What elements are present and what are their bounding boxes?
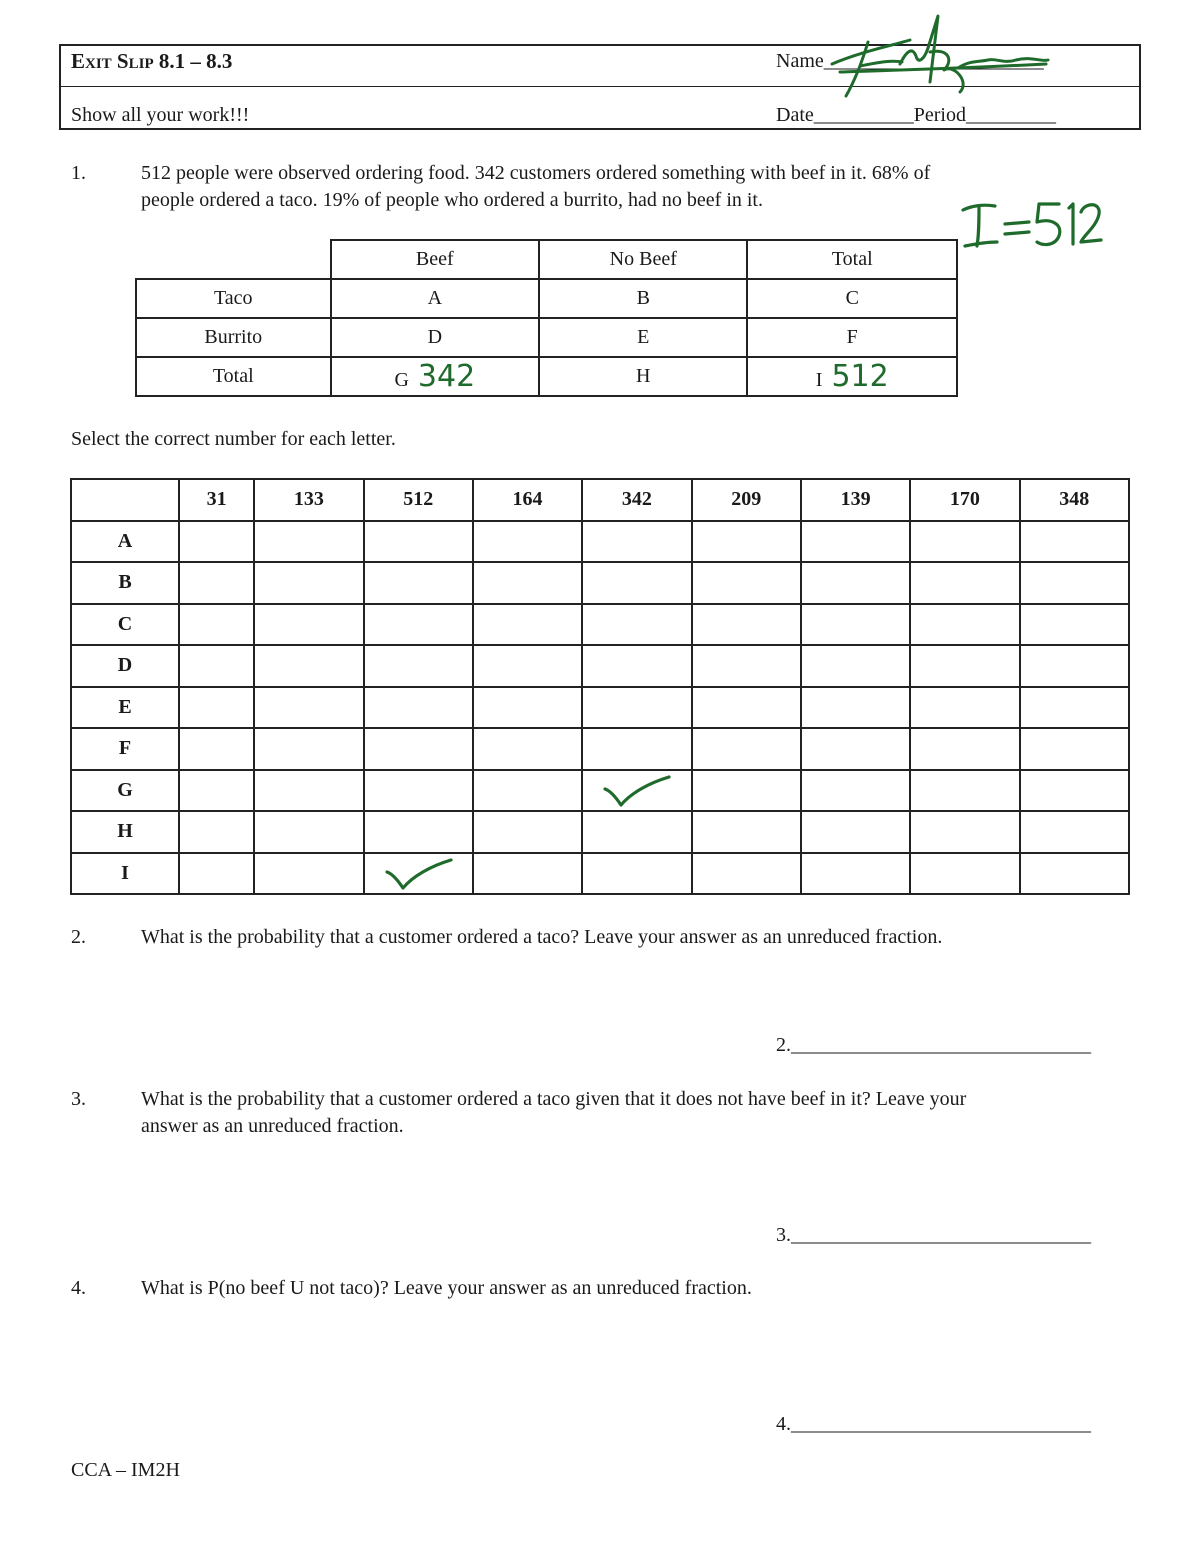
select-cell[interactable]	[692, 853, 801, 895]
select-row	[71, 562, 1129, 604]
select-row-header: D	[71, 645, 179, 687]
select-cell[interactable]	[1020, 853, 1129, 895]
select-col-header: 209	[692, 479, 801, 521]
select-row-header: I	[71, 853, 179, 895]
handwritten-i-value: 512	[831, 359, 889, 394]
question-3-line-2: answer as an unreduced fraction.	[141, 1115, 404, 1137]
select-row-header: F	[71, 728, 179, 770]
select-row	[71, 687, 1129, 729]
select-cell[interactable]	[582, 521, 691, 563]
select-col-header: 133	[254, 479, 363, 521]
question-2-number: 2.	[71, 926, 86, 948]
select-cell[interactable]	[254, 811, 363, 853]
answer-3-label: 3.	[776, 1224, 791, 1246]
select-cell[interactable]	[1020, 728, 1129, 770]
two-way-row-header: Total	[136, 357, 331, 396]
select-cell[interactable]	[473, 521, 582, 563]
select-cell[interactable]	[692, 521, 801, 563]
two-way-col-header: Beef	[331, 240, 540, 279]
two-way-row-header: Taco	[136, 279, 331, 318]
select-cell[interactable]	[582, 562, 691, 604]
instruction-text: Show all your work!!!	[71, 104, 250, 126]
two-way-corner	[136, 240, 331, 279]
question-3-number: 3.	[71, 1088, 86, 1110]
two-way-cell: F	[747, 318, 957, 357]
select-cell[interactable]	[910, 853, 1019, 895]
select-cell[interactable]	[1020, 604, 1129, 646]
name-label: Name	[776, 50, 824, 72]
two-way-table	[135, 239, 958, 397]
select-cell[interactable]	[364, 687, 473, 729]
select-cell[interactable]	[582, 811, 691, 853]
select-row	[71, 604, 1129, 646]
select-row	[71, 521, 1129, 563]
select-cell[interactable]	[801, 521, 910, 563]
select-cell[interactable]	[254, 687, 363, 729]
check-mark-icon	[601, 773, 673, 809]
select-cell[interactable]	[1020, 687, 1129, 729]
select-cell[interactable]	[473, 770, 582, 812]
select-cell[interactable]	[254, 770, 363, 812]
select-prompt: Select the correct number for each letter.	[71, 428, 396, 450]
question-1-number: 1.	[71, 162, 86, 184]
select-cell[interactable]	[254, 728, 363, 770]
select-cell[interactable]	[179, 604, 254, 646]
select-cell[interactable]	[692, 811, 801, 853]
select-cell[interactable]	[692, 687, 801, 729]
select-cell[interactable]	[179, 687, 254, 729]
select-cell[interactable]	[692, 604, 801, 646]
select-cell[interactable]	[801, 645, 910, 687]
select-col-header: 164	[473, 479, 582, 521]
select-cell[interactable]	[1020, 521, 1129, 563]
select-cell[interactable]	[364, 853, 473, 895]
select-cell[interactable]	[910, 562, 1019, 604]
select-cell[interactable]	[254, 604, 363, 646]
two-way-cell-letter: I	[815, 369, 823, 391]
select-cell[interactable]	[364, 770, 473, 812]
select-cell[interactable]	[179, 811, 254, 853]
select-row-header: E	[71, 687, 179, 729]
select-cell[interactable]	[179, 562, 254, 604]
answer-3-field[interactable]	[776, 1224, 1091, 1246]
question-3-line-1: What is the probability that a customer ordered a taco given that it does not have beef in it? Leave your	[141, 1088, 967, 1110]
question-2-text: What is the probability that a customer ordered a taco? Leave your answer as an unreduced fraction.	[141, 926, 943, 948]
select-cell[interactable]	[473, 645, 582, 687]
select-cell[interactable]	[364, 728, 473, 770]
date-label: Date	[776, 104, 814, 126]
select-row-header: G	[71, 770, 179, 812]
two-way-cell: C	[747, 279, 957, 318]
select-corner	[71, 479, 179, 521]
select-cell[interactable]	[582, 770, 691, 812]
two-way-col-header: Total	[747, 240, 957, 279]
select-cell[interactable]	[801, 604, 910, 646]
select-cell[interactable]	[473, 687, 582, 729]
select-cell[interactable]	[179, 521, 254, 563]
question-1-line-1: 512 people were observed ordering food. 342 customers ordered something with beef in it. 68% of	[141, 162, 931, 184]
question-4-text: What is P(no beef U not taco)? Leave your answer as an unreduced fraction.	[141, 1277, 752, 1299]
select-cell[interactable]	[179, 853, 254, 895]
answer-2-line: ______________________________	[791, 1034, 1091, 1056]
select-row	[71, 811, 1129, 853]
date-period-field[interactable]	[776, 104, 1056, 126]
handwritten-i-equals-512	[955, 196, 1105, 252]
check-mark-icon	[383, 856, 455, 892]
select-row-header: B	[71, 562, 179, 604]
two-way-cell: A	[331, 279, 540, 318]
select-cell[interactable]	[910, 604, 1019, 646]
select-cell[interactable]	[364, 811, 473, 853]
two-way-cell: B	[539, 279, 747, 318]
select-cell[interactable]	[910, 728, 1019, 770]
two-way-cell-g[interactable]	[331, 357, 540, 396]
select-cell[interactable]	[801, 562, 910, 604]
select-cell[interactable]	[692, 645, 801, 687]
two-way-cell: H	[539, 357, 747, 396]
two-way-cell: E	[539, 318, 747, 357]
period-line: _________	[965, 104, 1056, 126]
select-cell[interactable]	[910, 811, 1019, 853]
select-cell[interactable]	[801, 728, 910, 770]
select-col-header: 139	[801, 479, 910, 521]
select-cell[interactable]	[692, 562, 801, 604]
two-way-cell: D	[331, 318, 540, 357]
select-row	[71, 853, 1129, 895]
answer-4-line: ______________________________	[791, 1413, 1091, 1435]
answer-4-field[interactable]	[776, 1413, 1091, 1435]
answer-3-line: ______________________________	[791, 1224, 1091, 1246]
handwritten-g-value: 342	[417, 359, 476, 394]
select-cell[interactable]	[801, 687, 910, 729]
select-cell[interactable]	[179, 728, 254, 770]
select-row	[71, 728, 1129, 770]
select-cell[interactable]	[910, 521, 1019, 563]
select-col-header: 348	[1020, 479, 1129, 521]
footer-course: CCA – IM2H	[71, 1459, 180, 1481]
two-way-col-header: No Beef	[539, 240, 747, 279]
question-3-text	[141, 1086, 1131, 1140]
select-cell[interactable]	[473, 604, 582, 646]
select-cell[interactable]	[179, 645, 254, 687]
select-cell[interactable]	[364, 562, 473, 604]
two-way-cell-i[interactable]	[747, 357, 957, 396]
select-cell[interactable]	[910, 645, 1019, 687]
select-cell[interactable]	[582, 853, 691, 895]
select-row-header: A	[71, 521, 179, 563]
select-cell[interactable]	[254, 645, 363, 687]
select-row-header: C	[71, 604, 179, 646]
select-cell[interactable]	[582, 645, 691, 687]
select-cell[interactable]	[254, 562, 363, 604]
question-4-number: 4.	[71, 1277, 86, 1299]
select-cell[interactable]	[801, 770, 910, 812]
select-col-header: 31	[179, 479, 254, 521]
answer-2-label: 2.	[776, 1034, 791, 1056]
two-way-cell-letter: G	[394, 369, 409, 391]
select-cell[interactable]	[801, 811, 910, 853]
select-cell[interactable]	[1020, 811, 1129, 853]
select-cell[interactable]	[179, 770, 254, 812]
select-cell[interactable]	[692, 770, 801, 812]
select-cell[interactable]	[692, 728, 801, 770]
select-cell[interactable]	[364, 604, 473, 646]
select-cell[interactable]	[1020, 645, 1129, 687]
select-cell[interactable]	[1020, 562, 1129, 604]
period-label: Period	[913, 104, 966, 126]
date-line: __________	[813, 104, 914, 126]
select-cell[interactable]	[473, 728, 582, 770]
select-cell[interactable]	[582, 728, 691, 770]
select-cell[interactable]	[473, 853, 582, 895]
select-cell[interactable]	[582, 604, 691, 646]
select-number-table	[70, 478, 1130, 895]
select-cell[interactable]	[910, 770, 1019, 812]
select-cell[interactable]	[254, 853, 363, 895]
select-cell[interactable]	[582, 687, 691, 729]
select-cell[interactable]	[473, 811, 582, 853]
select-cell[interactable]	[364, 645, 473, 687]
two-way-row-header: Burrito	[136, 318, 331, 357]
select-row	[71, 770, 1129, 812]
name-line: ______________________	[823, 50, 1044, 72]
select-col-header: 170	[910, 479, 1019, 521]
signature-scribble	[820, 12, 1060, 102]
select-cell[interactable]	[473, 562, 582, 604]
select-col-header: 512	[364, 479, 473, 521]
select-cell[interactable]	[801, 853, 910, 895]
question-1-line-2: people ordered a taco. 19% of people who ordered a burrito, had no beef in it.	[141, 189, 763, 211]
worksheet-title: Exit Slip 8.1 – 8.3	[71, 49, 233, 73]
select-cell[interactable]	[910, 687, 1019, 729]
select-row-header: H	[71, 811, 179, 853]
select-cell[interactable]	[364, 521, 473, 563]
select-col-header: 342	[582, 479, 691, 521]
answer-2-field[interactable]	[776, 1034, 1091, 1056]
answer-4-label: 4.	[776, 1413, 791, 1435]
select-cell[interactable]	[254, 521, 363, 563]
select-cell[interactable]	[1020, 770, 1129, 812]
select-row	[71, 645, 1129, 687]
